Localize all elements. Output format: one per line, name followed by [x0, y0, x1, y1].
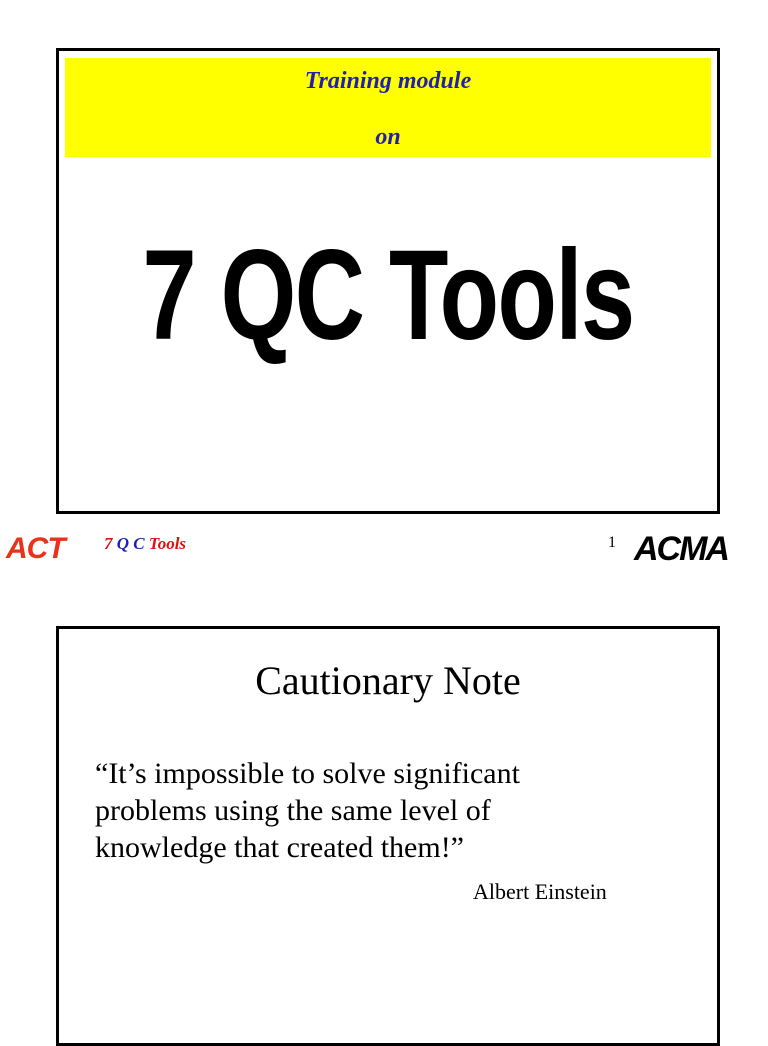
acma-logo: ACMA	[634, 530, 728, 568]
banner-line-1: Training module	[304, 68, 472, 94]
footer-title	[104, 534, 186, 554]
banner-line-2: on	[375, 124, 401, 150]
act-logo: ACT	[6, 532, 65, 565]
footer-title-tools: Tools	[148, 534, 187, 553]
footer-title-number: 7	[104, 534, 113, 553]
main-title: 7 QC Tools	[142, 224, 634, 367]
footer-title-c: C	[133, 534, 145, 553]
title-banner	[65, 58, 711, 157]
note-title: Cautionary Note	[255, 658, 521, 703]
quote-line-1: “It’s impossible to solve significant	[95, 757, 520, 790]
quote-line-3: knowledge that created them!”	[95, 831, 464, 864]
page-number: 1	[608, 534, 616, 551]
quote-text	[95, 755, 695, 866]
slide-footer	[0, 528, 768, 568]
quote-author: Albert Einstein	[473, 879, 607, 904]
footer-title-q: Q	[116, 534, 130, 553]
slide-2	[56, 626, 720, 1046]
slide-1	[56, 48, 720, 514]
quote-line-2: problems using the same level of	[95, 794, 491, 827]
